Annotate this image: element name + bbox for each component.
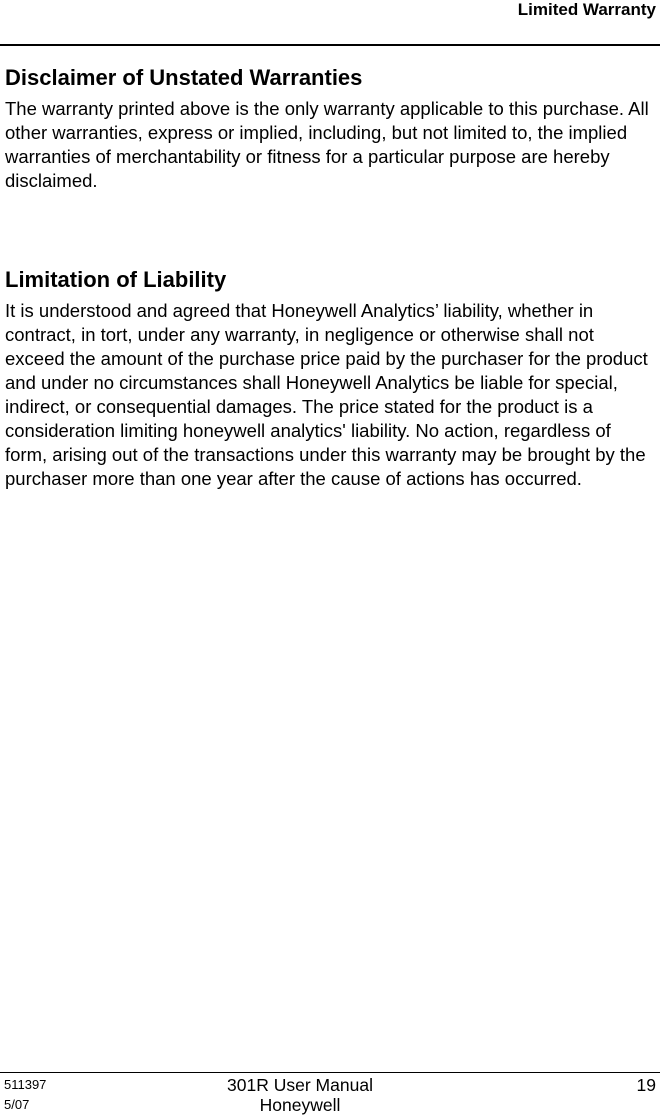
footer-divider [0,1072,660,1073]
section-disclaimer [5,65,657,193]
footer-date: 5/07 [4,1097,30,1112]
section-body-liability: It is understood and agreed that Honeywell Analytics’ liability, whether in contract, in tort, under any warranty, in negligence or otherwise shall not exceed the amount of the purchase price paid by the purchaser for the product and under no circumstances shall Honeywell Analytics be liable for special, indirect, or consequential damages. The price stated for the product is a consideration limiting honeywell analytics' liability. No action, regardless of form, arising out of the transactions under this warranty may be brought by the purchaser more than one year after the cause of actions has occurred. [5,300,648,489]
section-heading-disclaimer: Disclaimer of Unstated Warranties [5,65,363,90]
section-heading-liability: Limitation of Liability [5,267,227,292]
footer-manual-title: 301R User Manual [227,1075,373,1095]
footer-manual-info [0,1075,600,1115]
running-header-title: Limited Warranty [517,0,656,19]
footer-company: Honeywell [259,1095,341,1115]
page-footer [0,1075,660,1117]
header-divider [0,44,660,46]
section-limitation-of-liability [5,267,657,491]
footer-doc-number: 511397 [4,1077,47,1092]
section-body-disclaimer: The warranty printed above is the only warranty applicable to this purchase. All other warranties, express or implied, including, but not limited to, the implied warranties of merchantability or fitness for a particular purpose are hereby disclaimed. [5,98,649,191]
footer-page-number: 19 [636,1075,656,1095]
